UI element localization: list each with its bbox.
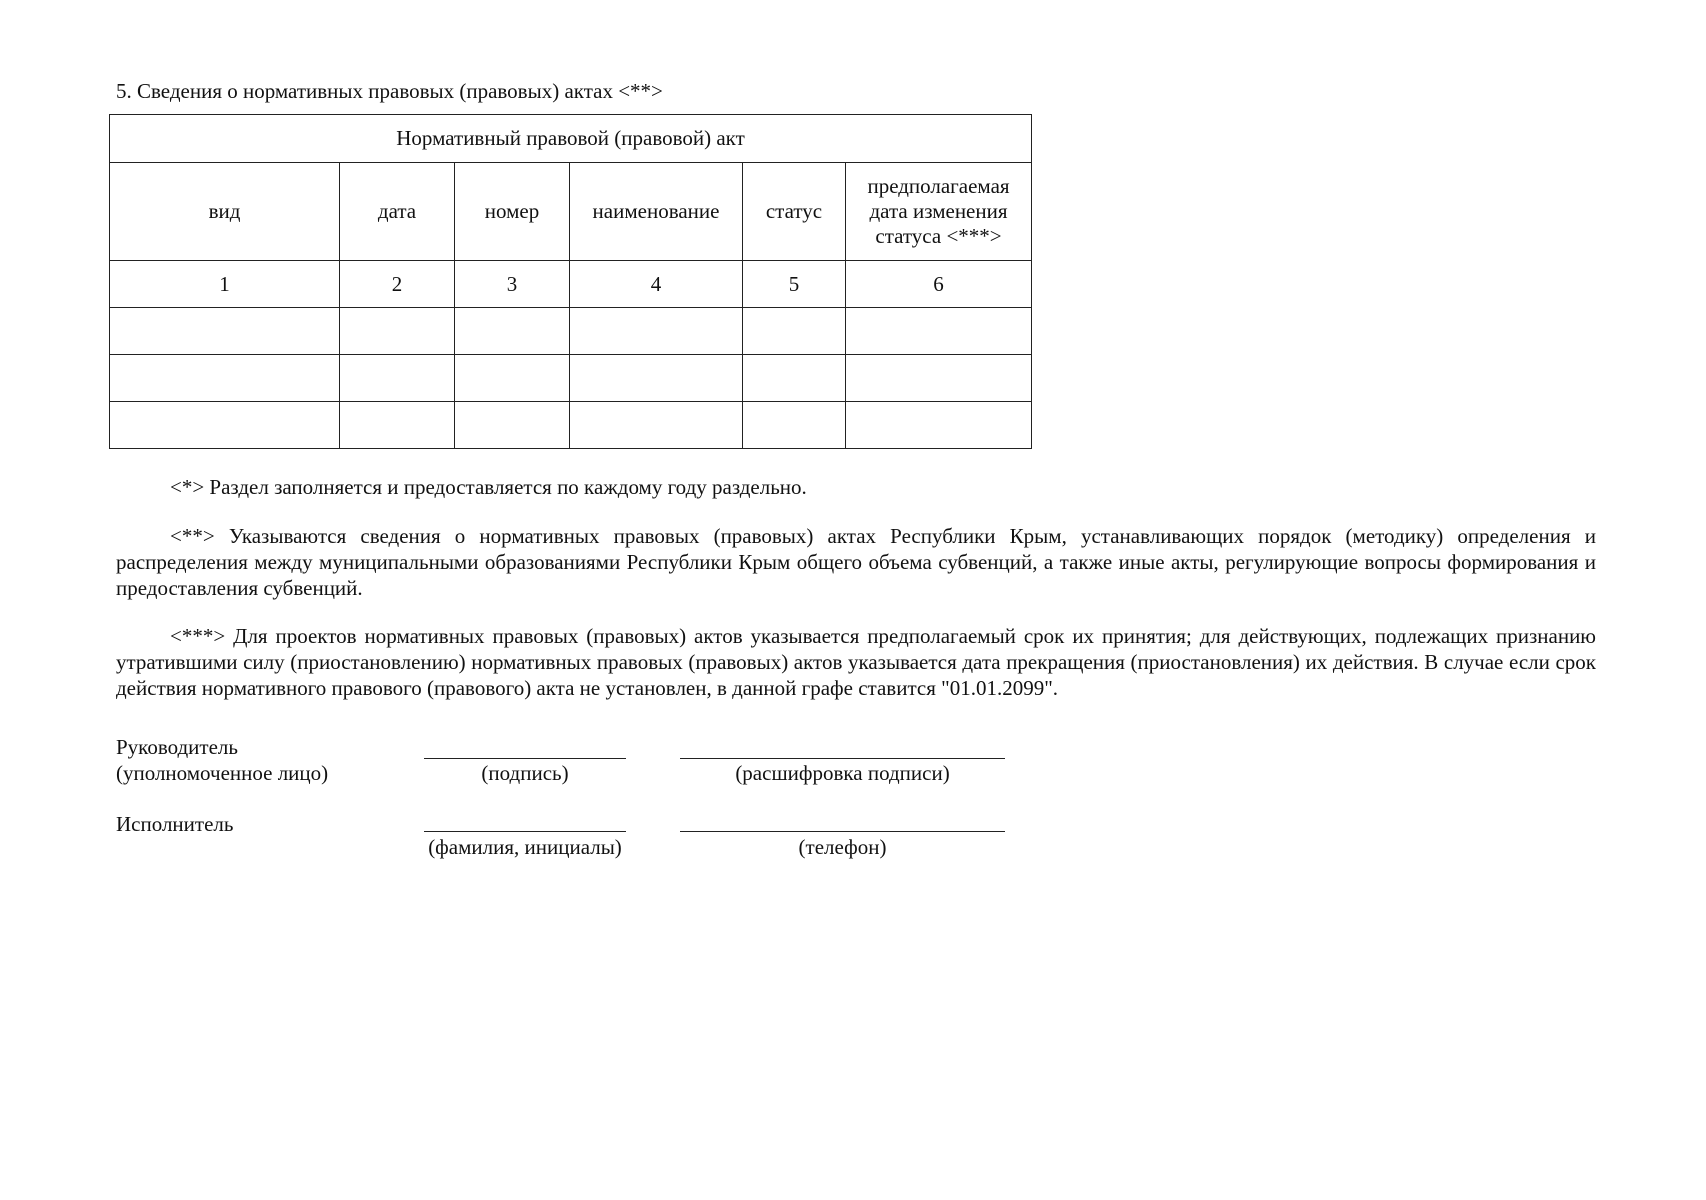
head-label-authorized: (уполномоченное лицо) (116, 761, 329, 785)
table-cell (455, 402, 570, 449)
table-cell (743, 402, 846, 449)
column-number: 1 (110, 261, 340, 308)
table-cell (455, 355, 570, 402)
table-group-header: Нормативный правовой (правовой) акт (110, 115, 1032, 163)
table-cell (846, 308, 1032, 355)
footnote-double-asterisk: <**> Указываются сведения о нормативных правовых (правовых) актах Республики Крым, устанавливающих порядок (методику) определения и распределения между муниципальными образованиями Республики Крым общего объема субвенций, а также иные акты, регулирующие вопросы формирования и предоставления субвенций. (116, 524, 1596, 600)
column-header-type: вид (110, 163, 340, 261)
executor-phone-line (680, 831, 1005, 832)
section-title: 5. Сведения о нормативных правовых (правовых) актах <**> (116, 79, 663, 103)
head-name-caption: (расшифровка подписи) (735, 761, 950, 785)
table-cell (110, 308, 340, 355)
column-number: 5 (743, 261, 846, 308)
table-cell (570, 402, 743, 449)
table-cell (846, 355, 1032, 402)
table-group-header-row (110, 115, 1032, 163)
column-header-date: дата (340, 163, 455, 261)
table-row (110, 402, 1032, 449)
table-header-row (110, 163, 1032, 261)
executor-phone-caption: (телефон) (798, 835, 887, 859)
column-header-name: наименование (570, 163, 743, 261)
legal-acts-table (109, 114, 1032, 449)
table-row (110, 355, 1032, 402)
head-label: Руководитель (116, 735, 238, 759)
table-cell (340, 308, 455, 355)
table-cell (846, 402, 1032, 449)
table-cell (340, 402, 455, 449)
table-cell (743, 308, 846, 355)
table-cell (570, 308, 743, 355)
table-cell (455, 308, 570, 355)
column-header-number: номер (455, 163, 570, 261)
head-name-line (680, 758, 1005, 759)
column-number: 4 (570, 261, 743, 308)
executor-name-line (424, 831, 626, 832)
column-number: 6 (846, 261, 1032, 308)
footnote-single-asterisk: <*> Раздел заполняется и предоставляется по каждому году раздельно. (170, 475, 807, 499)
head-signature-caption: (подпись) (481, 761, 569, 785)
table-cell (110, 402, 340, 449)
table-cell (743, 355, 846, 402)
table-cell (110, 355, 340, 402)
head-signature-line (424, 758, 626, 759)
footnote-triple-asterisk: <***> Для проектов нормативных правовых (правовых) актов указывается предполагаемый срок их принятия; для действующих, подлежащих признанию утратившими силу (приостановлению) нормативных правовых (правовых) актов указывается дата прекращения (приостановления) их действия. В случае если срок действия нормативного правового (правового) акта не установлен, в данной графе ставится "01.01.2099". (116, 624, 1596, 700)
column-number: 3 (455, 261, 570, 308)
table-row (110, 308, 1032, 355)
table-cell (570, 355, 743, 402)
executor-label: Исполнитель (116, 812, 234, 836)
table-cell (340, 355, 455, 402)
column-header-status: статус (743, 163, 846, 261)
executor-name-caption: (фамилия, инициалы) (428, 835, 622, 859)
column-number: 2 (340, 261, 455, 308)
table-column-numbers-row (110, 261, 1032, 308)
column-header-status-change-date: предполагаемая дата изменения статуса <***> (846, 163, 1032, 261)
